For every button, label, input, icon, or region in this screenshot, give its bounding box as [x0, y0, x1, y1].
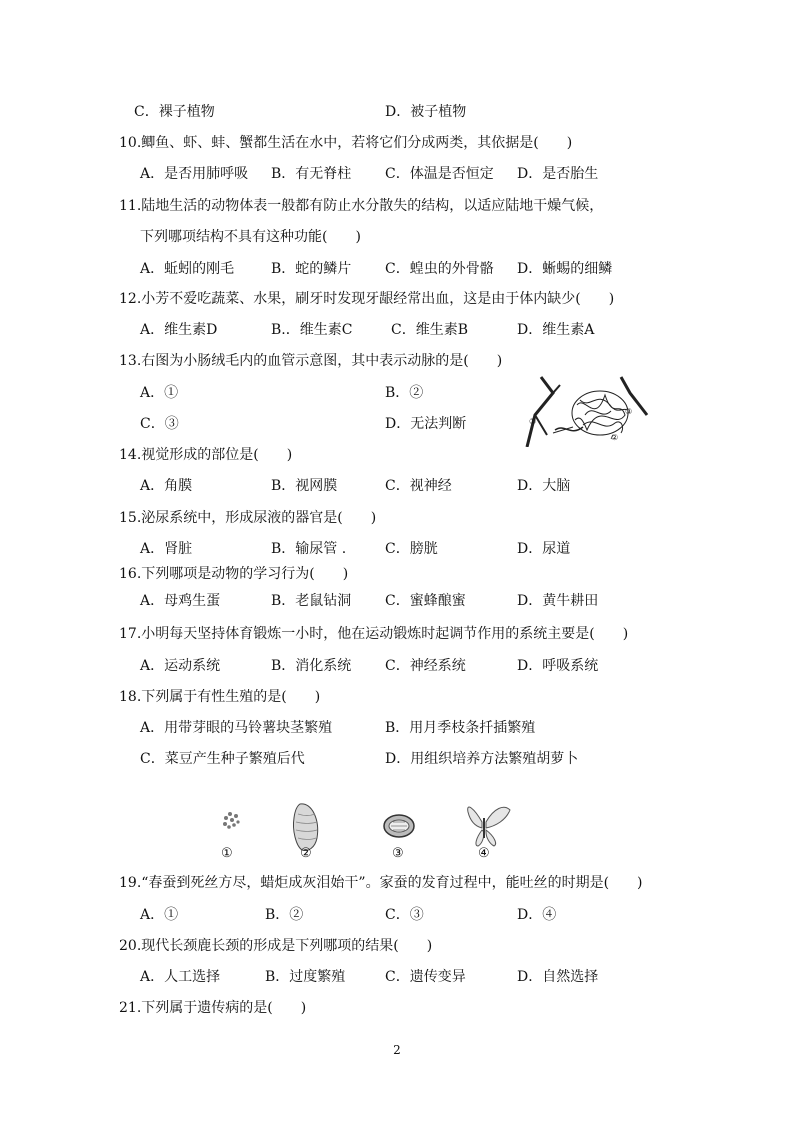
- q14-option-c: C．视神经: [385, 478, 452, 494]
- q10-option-b: B．有无脊柱: [271, 166, 352, 182]
- villus-label-1: ①: [529, 417, 537, 426]
- q16-option-d: D．黄牛耕田: [517, 593, 599, 609]
- q19-option-a: A．①: [140, 907, 179, 923]
- q11-option-b: B．蛇的鳞片: [271, 261, 352, 277]
- q11-stem-line2: 下列哪项结构不具有这种功能( ): [140, 229, 361, 245]
- villus-vessel-diagram: [525, 375, 650, 447]
- q15-option-d: D．尿道: [517, 541, 571, 557]
- q13-option-b: B．②: [385, 385, 424, 401]
- q16-option-b: B．老鼠钻洞: [271, 593, 352, 609]
- q21-stem: 21.下列属于遗传病的是( ): [119, 1000, 307, 1016]
- q9-option-d: D．被子植物: [385, 104, 467, 120]
- q20-option-d: D．自然选择: [517, 969, 599, 985]
- q16-option-a: A．母鸡生蛋: [140, 593, 221, 609]
- q14-option-b: B．视网膜: [271, 478, 338, 494]
- q19-option-c: C．③: [385, 907, 424, 923]
- q20-stem: 20.现代长颈鹿长颈的形成是下列哪项的结果( ): [119, 938, 433, 954]
- stage-label-2: ②: [300, 846, 312, 861]
- q9-option-c: C．裸子植物: [134, 104, 215, 120]
- villus-label-2: ②: [611, 433, 619, 442]
- q19-option-d: D．④: [517, 907, 557, 923]
- q10-option-a: A．是否用肺呼吸: [140, 166, 249, 182]
- q18-option-c: C．菜豆产生种子繁殖后代: [140, 751, 305, 767]
- q13-option-c: C．③: [140, 416, 179, 432]
- q17-option-c: C．神经系统: [385, 658, 466, 674]
- q12-option-d: D．维生素A: [517, 322, 595, 338]
- stage-label-3: ③: [392, 846, 404, 861]
- q11-stem-line1: 11.陆地生活的动物体表一般都有防止水分散失的结构，以适应陆地干燥气候，: [119, 198, 604, 214]
- stage-label-1: ①: [221, 846, 233, 861]
- q10-option-d: D．是否胎生: [517, 166, 599, 182]
- q13-option-d: D．无法判断: [385, 416, 467, 432]
- q19-stem: 19.“春蚕到死丝方尽，蜡炬成灰泪始干”。家蚕的发育过程中，能吐丝的时期是( ): [119, 875, 643, 891]
- q11-option-a: A．蚯蚓的刚毛: [140, 261, 235, 277]
- q12-option-a: A．维生素D: [140, 322, 218, 338]
- q15-stem: 15.泌尿系统中，形成尿液的器官是( ): [119, 510, 377, 526]
- q14-option-a: A．角膜: [140, 478, 193, 494]
- q12-option-b: B.．维生素C: [271, 322, 353, 338]
- q17-option-a: A．运动系统: [140, 658, 221, 674]
- q11-option-d: D．蜥蜴的细鳞: [517, 261, 613, 277]
- q17-option-b: B．消化系统: [271, 658, 352, 674]
- q18-stem: 18.下列属于有性生殖的是( ): [119, 689, 321, 705]
- q13-stem: 13.右图为小肠绒毛内的血管示意图，其中表示动脉的是( ): [119, 353, 503, 369]
- q15-option-a: A．肾脏: [140, 541, 193, 557]
- page-number: 2: [393, 1043, 401, 1057]
- q14-option-d: D．大脑: [517, 478, 571, 494]
- q19-option-b: B．②: [265, 907, 304, 923]
- q18-option-b: B．用月季枝条扦插繁殖: [385, 720, 536, 736]
- q12-stem: 12.小芳不爱吃蔬菜、水果，刷牙时发现牙龈经常出血，这是由于体内缺少( ): [119, 291, 615, 307]
- q10-stem: 10.鲫鱼、虾、蚌、蟹都生活在水中，若将它们分成两类，其依据是( ): [119, 135, 573, 151]
- q15-option-b: B．输尿管 .: [271, 541, 347, 557]
- q10-option-c: C．体温是否恒定: [385, 166, 494, 182]
- q20-option-c: C．遗传变异: [385, 969, 466, 985]
- q17-option-d: D．呼吸系统: [517, 658, 599, 674]
- silkworm-stages-figure: [212, 800, 532, 868]
- q11-option-c: C．蝗虫的外骨骼: [385, 261, 494, 277]
- villus-label-3: ③: [625, 407, 633, 416]
- q17-stem: 17.小明每天坚持体育锻炼一小时，他在运动锻炼时起调节作用的系统主要是( ): [119, 626, 629, 642]
- q18-option-a: A．用带芽眼的马铃薯块茎繁殖: [140, 720, 333, 736]
- q20-option-a: A．人工选择: [140, 969, 221, 985]
- q12-option-c: C．维生素B: [391, 322, 468, 338]
- q13-option-a: A．①: [140, 385, 179, 401]
- stage-label-4: ④: [478, 846, 490, 861]
- q16-option-c: C．蜜蜂酿蜜: [385, 593, 466, 609]
- q14-stem: 14.视觉形成的部位是( ): [119, 447, 293, 463]
- q15-option-c: C．膀胱: [385, 541, 438, 557]
- q18-option-d: D．用组织培养方法繁殖胡萝卜: [385, 751, 579, 767]
- q16-stem: 16.下列哪项是动物的学习行为( ): [119, 566, 349, 582]
- q20-option-b: B．过度繁殖: [265, 969, 346, 985]
